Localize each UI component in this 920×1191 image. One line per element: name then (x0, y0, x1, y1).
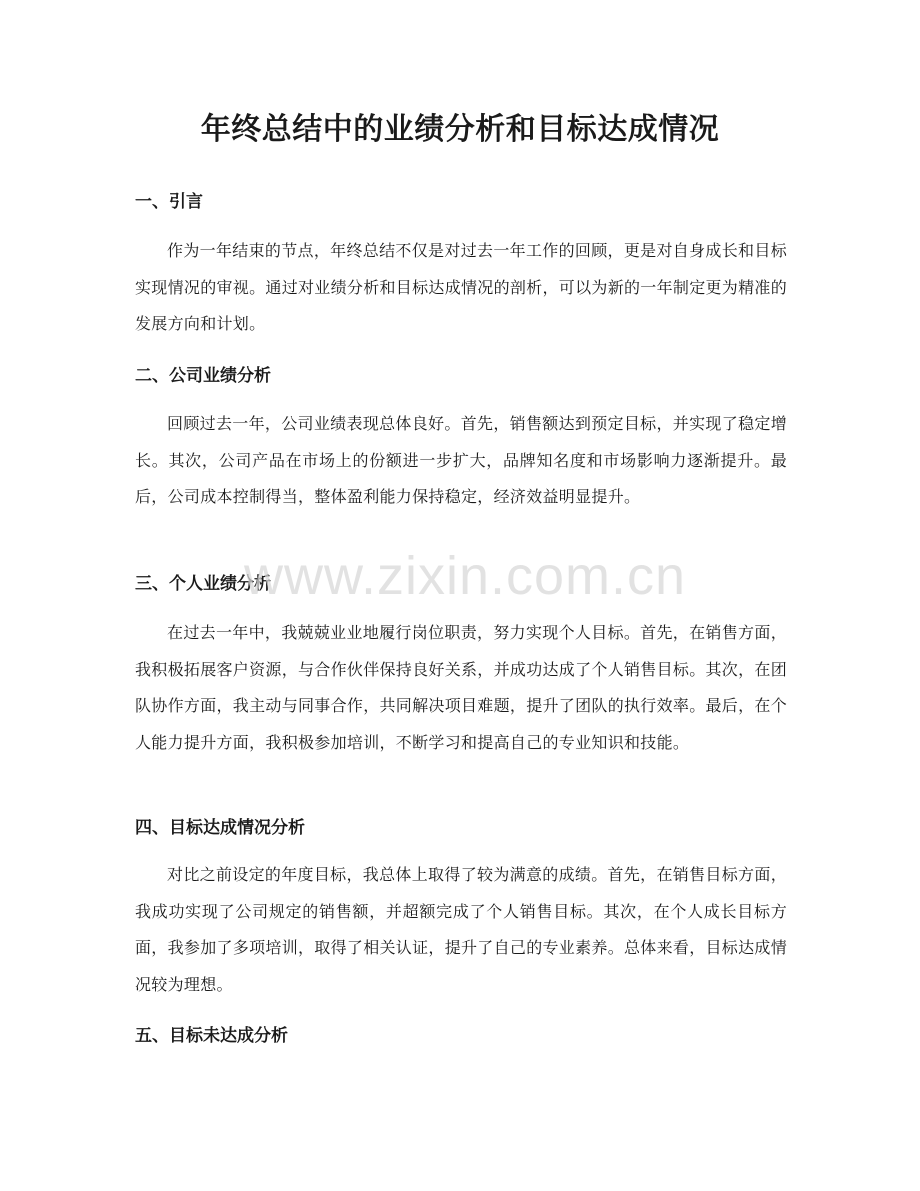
section-heading-company-performance: 二、公司业绩分析 (135, 366, 271, 386)
section-paragraph-goal-achievement: 对比之前设定的年度目标，我总体上取得了较为满意的成绩。首先，在销售目标方面，我成功实现了公司规定的销售额，并超额完成了个人销售目标。其次，在个人成长目标方面，我参加了多项培训，取得了相关认证，提升了自己的专业素养。总体来看，目标达成情况较为理想。 (135, 865, 788, 994)
section-paragraph-company-performance: 回顾过去一年，公司业绩表现总体良好。首先，销售额达到预定目标，并实现了稳定增长。其次，公司产品在市场上的份额进一步扩大，品牌知名度和市场影响力逐渐提升。最后，公司成本控制得当，整体盈利能力保持稳定，经济效益明显提升。 (135, 414, 787, 506)
document-title: 年终总结中的业绩分析和目标达成情况 (200, 112, 720, 147)
section-heading-goal-achievement: 四、目标达成情况分析 (135, 818, 305, 838)
section-heading-goals-not-achieved: 五、目标未达成分析 (135, 1026, 288, 1046)
section-heading-personal-performance: 三、个人业绩分析 (135, 574, 271, 594)
section-paragraph-introduction: 作为一年结束的节点，年终总结不仅是对过去一年工作的回顾，更是对自身成长和目标实现情况的审视。通过对业绩分析和目标达成情况的剖析，可以为新的一年制定更为精准的发展方向和计划。 (135, 241, 788, 333)
section-paragraph-personal-performance: 在过去一年中，我兢兢业业地履行岗位职责，努力实现个人目标。首先，在销售方面，我积极拓展客户资源，与合作伙伴保持良好关系，并成功达成了个人销售目标。其次，在团队协作方面，我主动与同事合作，共同解决项目难题，提升了团队的执行效率。最后，在个人能力提升方面，我积极参加培训，不断学习和提高自己的专业知识和技能。 (135, 623, 788, 752)
section-heading-introduction: 一、引言 (135, 192, 203, 212)
watermark-text: www.zixin.com.cn (243, 546, 687, 606)
